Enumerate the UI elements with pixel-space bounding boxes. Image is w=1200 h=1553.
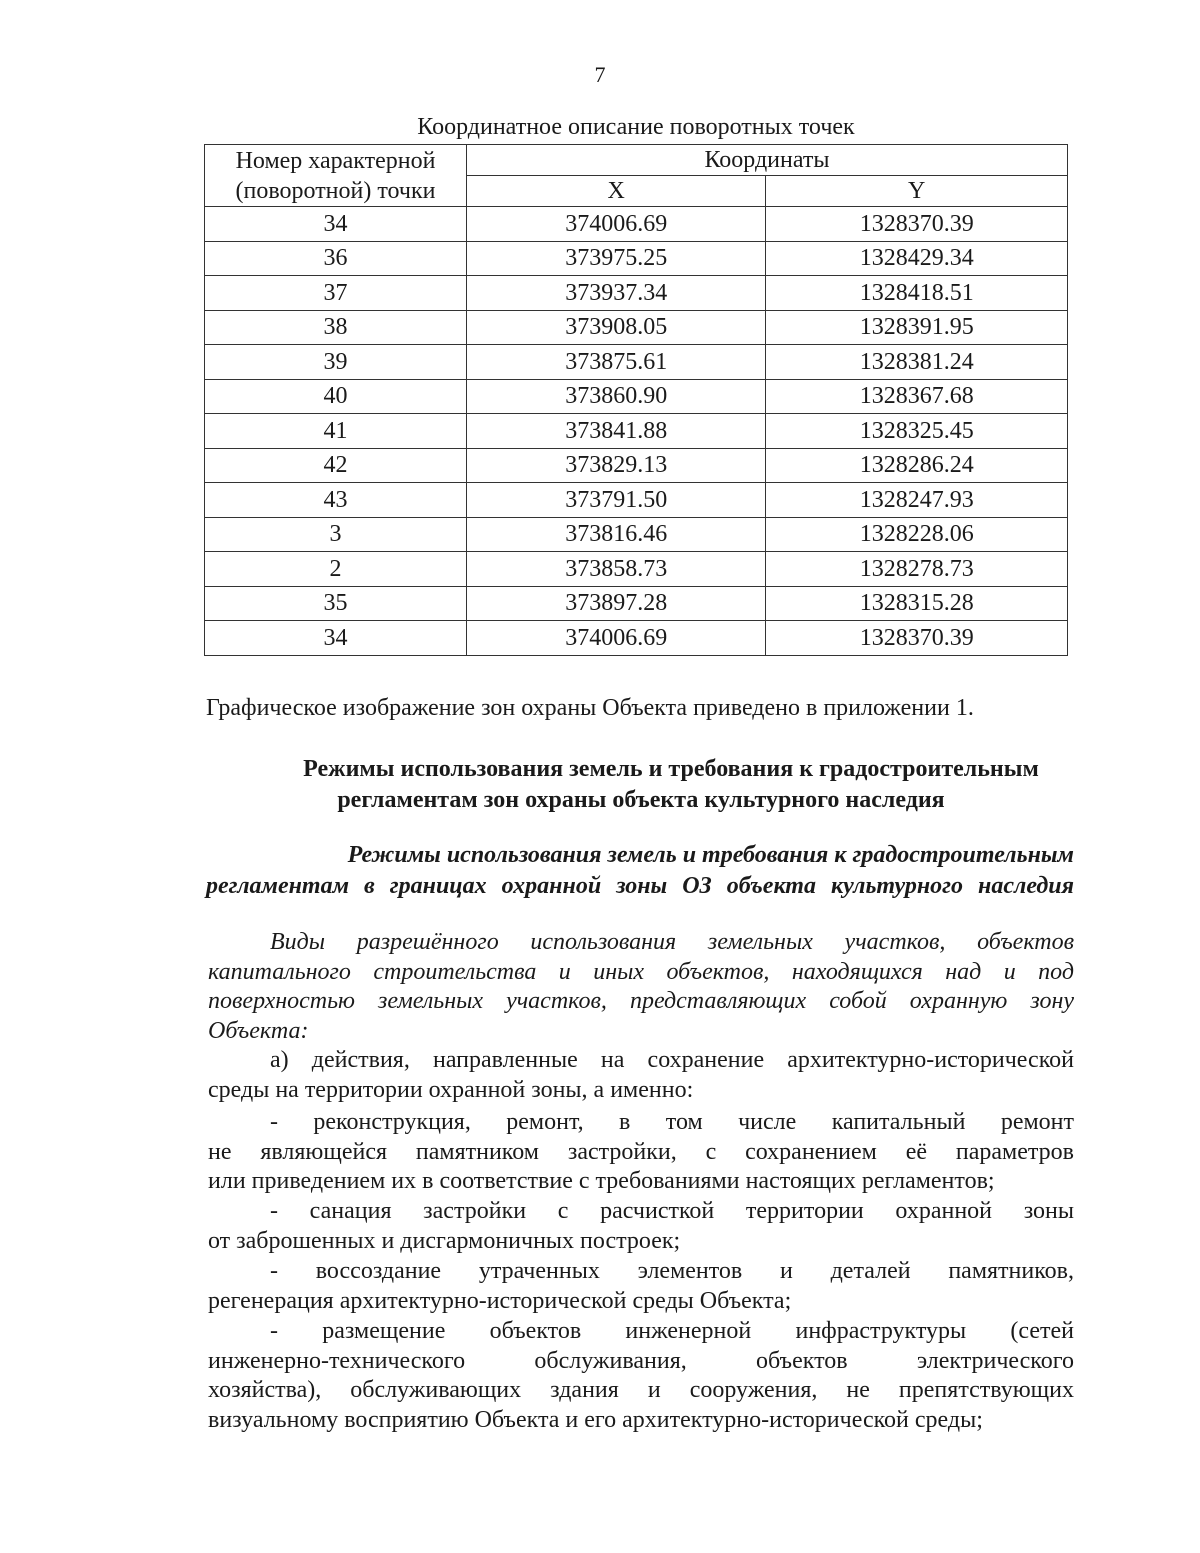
dash-item-sanitation <box>208 1197 1074 1256</box>
item-a-paragraph <box>208 1046 1074 1105</box>
dash-item-reconstruction <box>208 1108 1074 1197</box>
cell-point-number: 36 <box>205 241 467 276</box>
table-row <box>205 207 1068 242</box>
table-row <box>205 310 1068 345</box>
cell-point-number: 41 <box>205 414 467 449</box>
cell-x: 373937.34 <box>467 276 766 311</box>
table-row <box>205 276 1068 311</box>
cell-x: 373860.90 <box>467 379 766 414</box>
cell-y: 1328286.24 <box>766 448 1068 483</box>
table-row <box>205 517 1068 552</box>
cell-y: 1328278.73 <box>766 552 1068 587</box>
table-row <box>205 414 1068 449</box>
cell-y: 1328391.95 <box>766 310 1068 345</box>
paragraph-line: инженерно-технического обслуживания, объектов электрического <box>208 1347 1074 1374</box>
graphic-note: Графическое изображение зон охраны Объекта приведено в приложении 1. <box>206 695 974 721</box>
cell-x: 373791.50 <box>467 483 766 518</box>
cell-y: 1328429.34 <box>766 241 1068 276</box>
section-heading <box>206 754 1076 816</box>
table-body <box>205 207 1068 656</box>
table-row <box>205 483 1068 518</box>
table-row <box>205 621 1068 656</box>
paragraph-line: - воссоздание утраченных элементов и деталей памятников, <box>270 1258 1074 1284</box>
cell-x: 373858.73 <box>467 552 766 587</box>
header-point-number <box>205 145 467 207</box>
cell-point-number: 35 <box>205 586 467 621</box>
table-row <box>205 552 1068 587</box>
header-point-line2: (поворотной) точки <box>235 177 436 204</box>
cell-x: 373875.61 <box>467 345 766 380</box>
cell-point-number: 37 <box>205 276 467 311</box>
cell-y: 1328367.68 <box>766 379 1068 414</box>
cell-y: 1328247.93 <box>766 483 1068 518</box>
cell-x: 373829.13 <box>467 448 766 483</box>
table-row <box>205 586 1068 621</box>
cell-y: 1328325.45 <box>766 414 1068 449</box>
cell-point-number: 34 <box>205 621 467 656</box>
cell-x: 373975.25 <box>467 241 766 276</box>
cell-point-number: 3 <box>205 517 467 552</box>
paragraph-line: а) действия, направленные на сохранение архитектурно-исторической <box>270 1047 1074 1073</box>
section-heading-line1: Режимы использования земель и требования к градостроительным <box>303 756 1039 782</box>
paragraph-line: от заброшенных и дисгармоничных построек; <box>208 1227 681 1254</box>
paragraph-line: Объекта: <box>208 1017 309 1044</box>
cell-y: 1328228.06 <box>766 517 1068 552</box>
dash-item-recreation <box>208 1257 1074 1316</box>
cell-y: 1328418.51 <box>766 276 1068 311</box>
cell-x: 373908.05 <box>467 310 766 345</box>
table-row <box>205 345 1068 380</box>
cell-point-number: 43 <box>205 483 467 518</box>
header-y: Y <box>766 176 1068 207</box>
paragraph-line: визуальному восприятию Объекта и его архитектурно-исторической среды; <box>208 1406 983 1433</box>
cell-y: 1328370.39 <box>766 207 1068 242</box>
cell-point-number: 42 <box>205 448 467 483</box>
paragraph-line: Виды разрешённого использования земельных участков, объектов <box>270 929 1074 955</box>
paragraph-line: поверхностью земельных участков, представляющих собой охранную зону <box>208 988 1074 1015</box>
cell-x: 374006.69 <box>467 621 766 656</box>
cell-y: 1328370.39 <box>766 621 1068 656</box>
header-coordinates: Координаты <box>467 145 1068 176</box>
table-row <box>205 379 1068 414</box>
paragraph-line: среды на территории охранной зоны, а именно: <box>208 1076 694 1103</box>
cell-point-number: 34 <box>205 207 467 242</box>
table-row <box>205 448 1068 483</box>
subsection-heading-line1: Режимы использования земель и требования к градостроительным <box>347 842 1074 868</box>
page-number: 7 <box>594 62 606 87</box>
cell-point-number: 2 <box>205 552 467 587</box>
coordinates-table <box>204 144 1068 656</box>
paragraph-line: не являющейся памятником застройки, с сохранением её параметров <box>208 1138 1074 1165</box>
table-row <box>205 241 1068 276</box>
cell-x: 374006.69 <box>467 207 766 242</box>
paragraph-line: - санация застройки с расчисткой территории охранной зоны <box>270 1198 1074 1224</box>
cell-x: 373897.28 <box>467 586 766 621</box>
cell-y: 1328315.28 <box>766 586 1068 621</box>
cell-point-number: 38 <box>205 310 467 345</box>
subsection-heading <box>206 840 1074 902</box>
paragraph-line: - реконструкция, ремонт, в том числе капитальный ремонт <box>270 1109 1074 1135</box>
cell-x: 373841.88 <box>467 414 766 449</box>
paragraph-line: или приведением их в соответствие с требованиями настоящих регламентов; <box>208 1168 995 1195</box>
table-caption: Координатное описание поворотных точек <box>417 114 855 140</box>
paragraph-line: капитального строительства и иных объектов, находящихся над и под <box>208 958 1074 985</box>
header-point-line1: Номер характерной <box>235 147 436 174</box>
paragraph-line: регенерация архитектурно-исторической среды Объекта; <box>208 1287 792 1314</box>
subsection-heading-line2: регламентам в границах охранной зоны ОЗ объекта культурного наследия <box>206 873 1074 899</box>
paragraph-line: хозяйства), обслуживающих здания и сооружения, не препятствующих <box>208 1377 1074 1404</box>
dash-item-infrastructure <box>208 1317 1074 1435</box>
paragraph-line: - размещение объектов инженерной инфраструктуры (сетей <box>270 1318 1074 1344</box>
cell-point-number: 39 <box>205 345 467 380</box>
cell-point-number: 40 <box>205 379 467 414</box>
cell-y: 1328381.24 <box>766 345 1068 380</box>
header-x: X <box>467 176 766 207</box>
intro-paragraph <box>208 928 1074 1046</box>
cell-x: 373816.46 <box>467 517 766 552</box>
section-heading-line2: регламентам зон охраны объекта культурного наследия <box>337 787 945 813</box>
